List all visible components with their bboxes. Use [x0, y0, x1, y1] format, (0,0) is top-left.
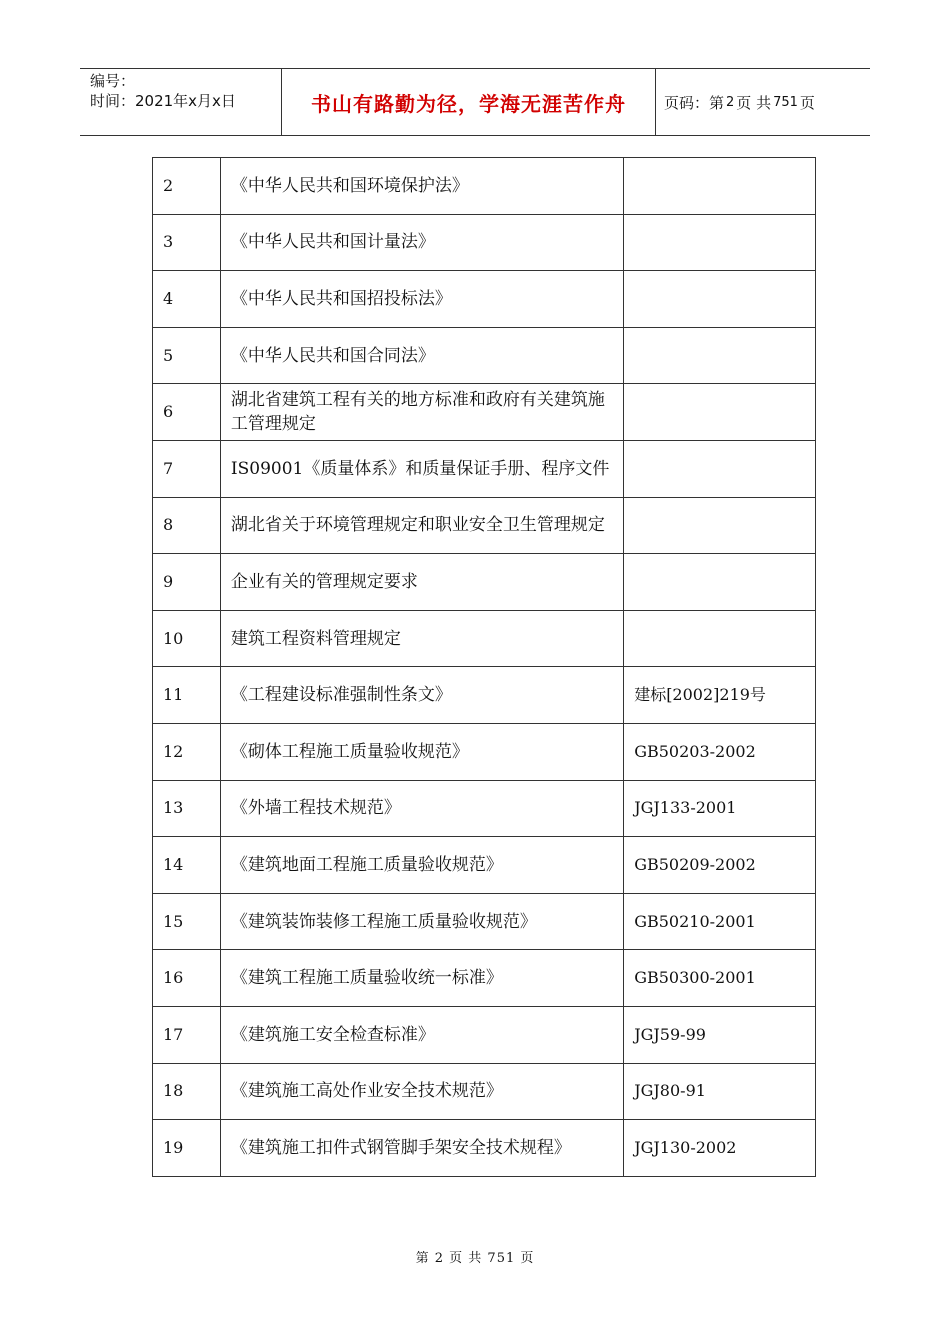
row-title: 《中华人民共和国合同法》 — [220, 327, 623, 384]
row-number: 9 — [153, 554, 221, 611]
table-row — [153, 723, 816, 780]
row-standard: JGJ133-2001 — [624, 780, 816, 837]
table-row — [153, 440, 816, 497]
row-number: 7 — [153, 440, 221, 497]
row-standard: GB50210-2001 — [624, 893, 816, 950]
row-title: 《建筑施工扣件式钢管脚手架安全技术规程》 — [220, 1120, 623, 1177]
row-number: 16 — [153, 950, 221, 1007]
row-standard — [624, 271, 816, 328]
row-title: 《建筑工程施工质量验收统一标准》 — [220, 950, 623, 1007]
table-row — [153, 1063, 816, 1120]
row-title: 企业有关的管理规定要求 — [220, 554, 623, 611]
row-title: 《中华人民共和国招投标法》 — [220, 271, 623, 328]
row-standard: GB50300-2001 — [624, 950, 816, 1007]
row-number: 13 — [153, 780, 221, 837]
row-standard — [624, 214, 816, 271]
regulations-table-body — [153, 158, 816, 1177]
page-mid: 页 共 — [736, 93, 772, 112]
table-row — [153, 327, 816, 384]
table-row — [153, 554, 816, 611]
header-page-info — [656, 69, 870, 135]
row-title: 湖北省建筑工程有关的地方标准和政府有关建筑施工管理规定 — [220, 384, 623, 441]
row-title: 《建筑装饰装修工程施工质量验收规范》 — [220, 893, 623, 950]
page-total: 751 — [773, 94, 798, 110]
row-number: 3 — [153, 214, 221, 271]
row-number: 14 — [153, 837, 221, 894]
page-current: 2 — [726, 94, 735, 110]
row-standard — [624, 440, 816, 497]
row-standard — [624, 384, 816, 441]
table-row — [153, 271, 816, 328]
row-title: 湖北省关于环境管理规定和职业安全卫生管理规定 — [220, 497, 623, 554]
row-number: 18 — [153, 1063, 221, 1120]
row-title: 建筑工程资料管理规定 — [220, 610, 623, 667]
table-row — [153, 837, 816, 894]
row-number: 2 — [153, 158, 221, 215]
row-standard: GB50209-2002 — [624, 837, 816, 894]
row-number: 15 — [153, 893, 221, 950]
row-title: 《建筑施工高处作业安全技术规范》 — [220, 1063, 623, 1120]
table-row — [153, 667, 816, 724]
row-number: 11 — [153, 667, 221, 724]
regulations-table — [152, 157, 816, 1177]
row-standard: JGJ130-2002 — [624, 1120, 816, 1177]
table-row — [153, 950, 816, 1007]
table-row — [153, 384, 816, 441]
page-footer: 第 2 页 共 751 页 — [415, 1251, 535, 1266]
row-standard — [624, 554, 816, 611]
row-title: 《工程建设标准强制性条文》 — [220, 667, 623, 724]
row-number: 17 — [153, 1006, 221, 1063]
row-standard — [624, 610, 816, 667]
time-label: 时间：2021年x月x日 — [90, 92, 236, 110]
table-row — [153, 893, 816, 950]
row-title: 《中华人民共和国计量法》 — [220, 214, 623, 271]
page-header — [80, 68, 870, 136]
table-row — [153, 497, 816, 554]
row-standard: GB50203-2002 — [624, 723, 816, 780]
row-number: 19 — [153, 1120, 221, 1177]
table-row — [153, 1006, 816, 1063]
row-title: 《建筑施工安全检查标准》 — [220, 1006, 623, 1063]
row-title: 《外墙工程技术规范》 — [220, 780, 623, 837]
row-standard — [624, 158, 816, 215]
row-number: 4 — [153, 271, 221, 328]
row-title: IS09001《质量体系》和质量保证手册、程序文件 — [220, 440, 623, 497]
row-title: 《建筑地面工程施工质量验收规范》 — [220, 837, 623, 894]
row-number: 12 — [153, 723, 221, 780]
row-standard — [624, 327, 816, 384]
page-suffix: 页 — [799, 93, 815, 112]
row-standard: 建标[2002]219号 — [624, 667, 816, 724]
table-row — [153, 1120, 816, 1177]
table-row — [153, 780, 816, 837]
page-prefix: 页码：第 — [664, 93, 725, 112]
row-number: 5 — [153, 327, 221, 384]
table-row — [153, 158, 816, 215]
table-row — [153, 214, 816, 271]
table-row — [153, 610, 816, 667]
row-number: 6 — [153, 384, 221, 441]
row-number: 8 — [153, 497, 221, 554]
row-standard: JGJ80-91 — [624, 1063, 816, 1120]
header-meta — [80, 69, 282, 135]
header-motto: 书山有路勤为径，学海无涯苦作舟 — [282, 69, 656, 135]
row-standard — [624, 497, 816, 554]
row-number: 10 — [153, 610, 221, 667]
number-label: 编号： — [90, 72, 136, 90]
row-title: 《砌体工程施工质量验收规范》 — [220, 723, 623, 780]
row-title: 《中华人民共和国环境保护法》 — [220, 158, 623, 215]
row-standard: JGJ59-99 — [624, 1006, 816, 1063]
